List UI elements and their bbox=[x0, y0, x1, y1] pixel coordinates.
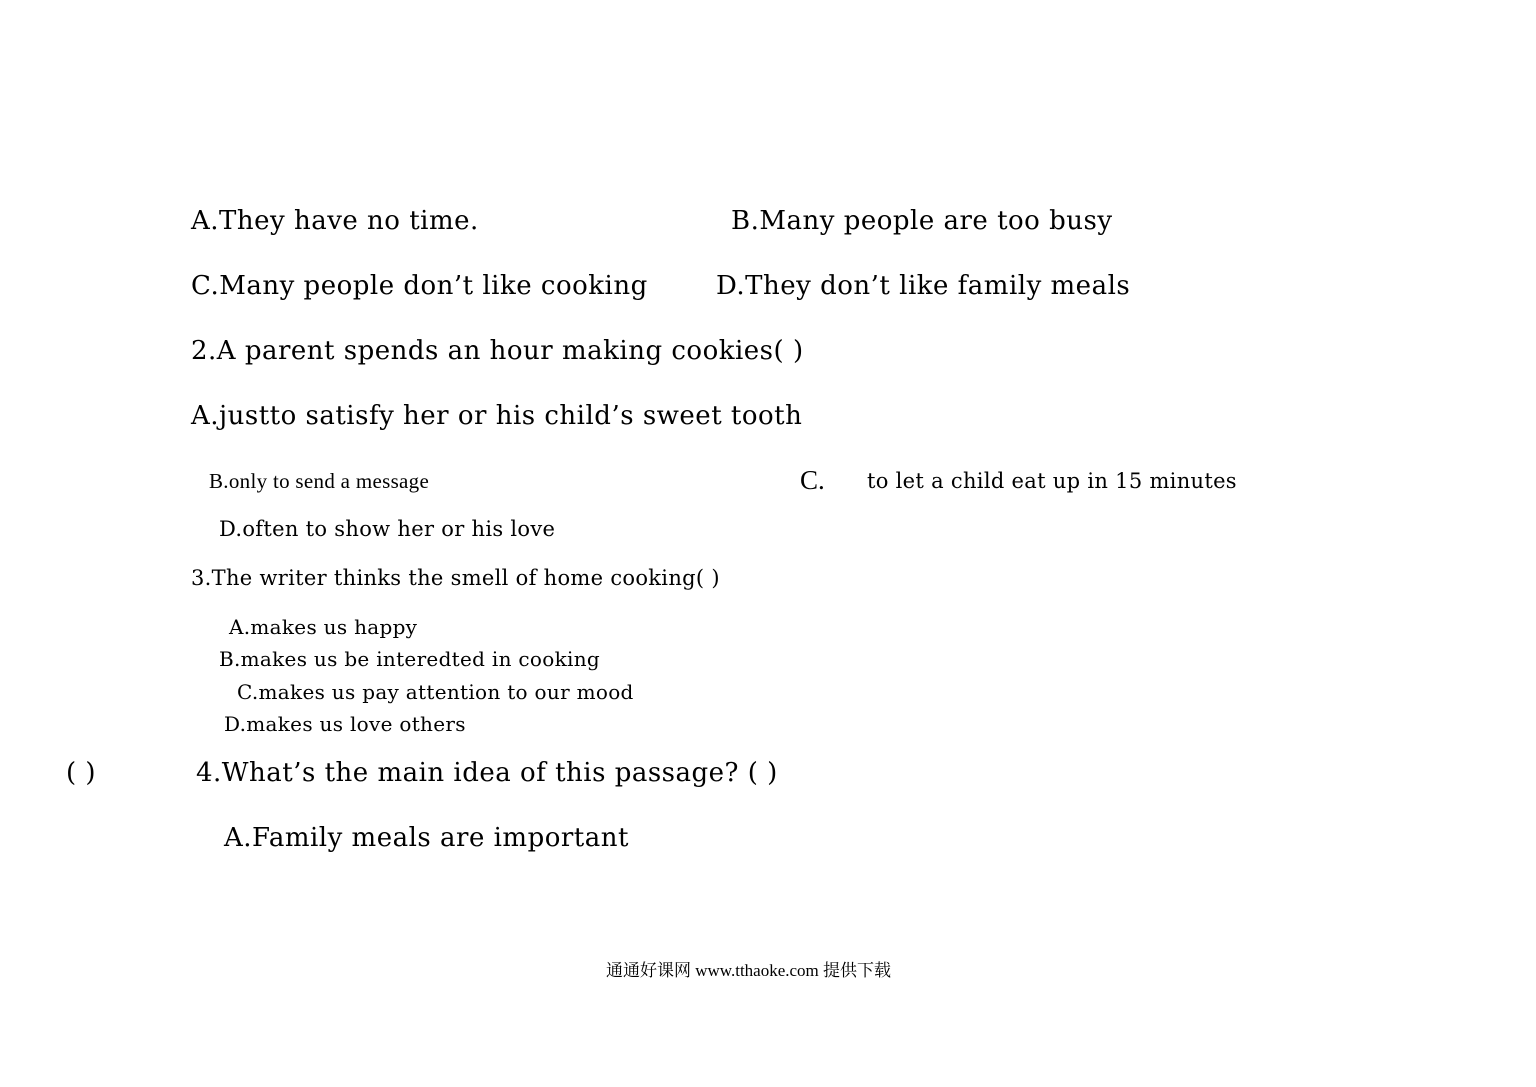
footer-text: 通通好课网 www.tthaoke.com 提供下载 bbox=[606, 961, 892, 980]
q4-margin-paren: ( ) bbox=[66, 758, 97, 788]
q1-option-b: B.Many people are too busy bbox=[731, 206, 1113, 236]
q2-question: 2.A parent spends an hour making cookies( ) bbox=[191, 336, 804, 366]
q1-option-d: D.They don’t like family meals bbox=[716, 271, 1131, 301]
q3-option-a: A.makes us happy bbox=[229, 615, 418, 639]
q1-option-c: C.Many people don’t like cooking bbox=[191, 271, 648, 301]
q2-option-c-letter: C. bbox=[800, 465, 825, 495]
q3-question: 3.The writer thinks the smell of home cooking( ) bbox=[191, 566, 720, 590]
q2-option-d: D.often to show her or his love bbox=[219, 517, 556, 541]
q2-option-a: A.justto satisfy her or his child’s sweet tooth bbox=[191, 401, 803, 431]
q3-option-b: B.makes us be interedted in cooking bbox=[219, 647, 601, 671]
q3-option-c: C.makes us pay attention to our mood bbox=[237, 680, 634, 704]
q4-question: 4.What’s the main idea of this passage? ( ) bbox=[196, 758, 778, 788]
q1-option-a: A.They have no time. bbox=[191, 206, 479, 236]
q4-option-a: A.Family meals are important bbox=[224, 823, 629, 853]
q2-option-b: B.only to send a message bbox=[209, 469, 430, 493]
q2-option-c-text: to let a child eat up in 15 minutes bbox=[867, 469, 1237, 493]
q3-option-d: D.makes us love others bbox=[224, 712, 466, 736]
